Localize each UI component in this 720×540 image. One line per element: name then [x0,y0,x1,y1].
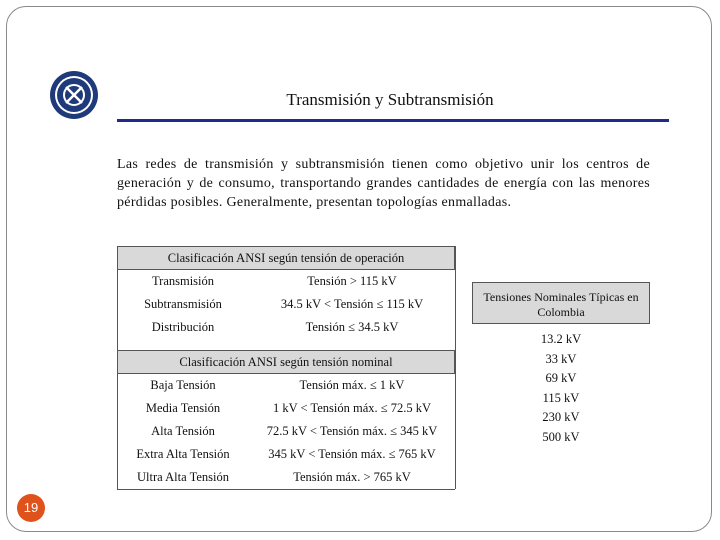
table-frame-right [455,246,456,489]
table-row [117,374,455,397]
row-range: 1 kV < Tensión máx. ≤ 72.5 kV [272,401,432,415]
row-range: Tensión máx. ≤ 1 kV [299,378,405,392]
title-underline [117,119,669,122]
voltage-value: 500 kV [542,429,580,444]
intro-paragraph: Las redes de transmisión y subtransmisión tienen como objetivo unir los centros de generación y de consumo, transportando grandes cantidades de energía con las menores pérdidas posibles. Generalmente, presentan topologías enmalladas. [117,157,650,210]
row-name: Baja Tensión [150,378,216,392]
table-row [117,270,455,293]
operation-table-caption: Clasificación ANSI según tensión de operación [117,246,455,270]
page-number-badge: 19 [17,494,45,522]
typical-voltages-list [472,324,650,447]
operation-voltage-table [117,246,455,339]
nominal-voltage-table [117,350,455,490]
row-name: Transmisión [151,274,215,288]
table-row [117,397,455,420]
table-row [117,420,455,443]
table-row [117,443,455,466]
voltage-value: 13.2 kV [540,332,582,346]
voltage-value: 115 kV [542,390,580,405]
row-name: Distribución [151,320,215,334]
row-range: Tensión > 115 kV [307,274,397,288]
typical-voltages-panel [472,282,650,447]
row-name: Extra Alta Tensión [136,447,230,461]
voltage-value: 69 kV [545,371,577,385]
table-row [117,316,455,339]
row-range: 34.5 kV < Tensión ≤ 115 kV [280,297,424,311]
row-range: 72.5 kV < Tensión máx. ≤ 345 kV [266,424,438,438]
slide-title: Transmisión y Subtransmisión [286,90,494,109]
row-name: Media Tensión [145,401,221,415]
nominal-table-caption: Clasificación ANSI según tensión nominal [117,350,455,374]
row-range: 345 kV < Tensión máx. ≤ 765 kV [268,447,436,461]
row-name: Subtransmisión [144,297,222,311]
table-row [117,293,455,316]
university-seal-icon [49,70,99,120]
row-range: Tensión máx. > 765 kV [293,470,411,484]
row-range: Tensión ≤ 34.5 kV [305,320,399,334]
voltage-value: 230 kV [542,410,580,424]
row-name: Ultra Alta Tensión [137,470,229,484]
row-name: Alta Tensión [151,424,215,438]
table-frame-left [117,246,118,489]
voltage-value: 33 kV [545,351,577,366]
table-row [117,466,455,490]
typical-voltages-header: Tensiones Nominales Típicas en Colombia [472,282,650,324]
